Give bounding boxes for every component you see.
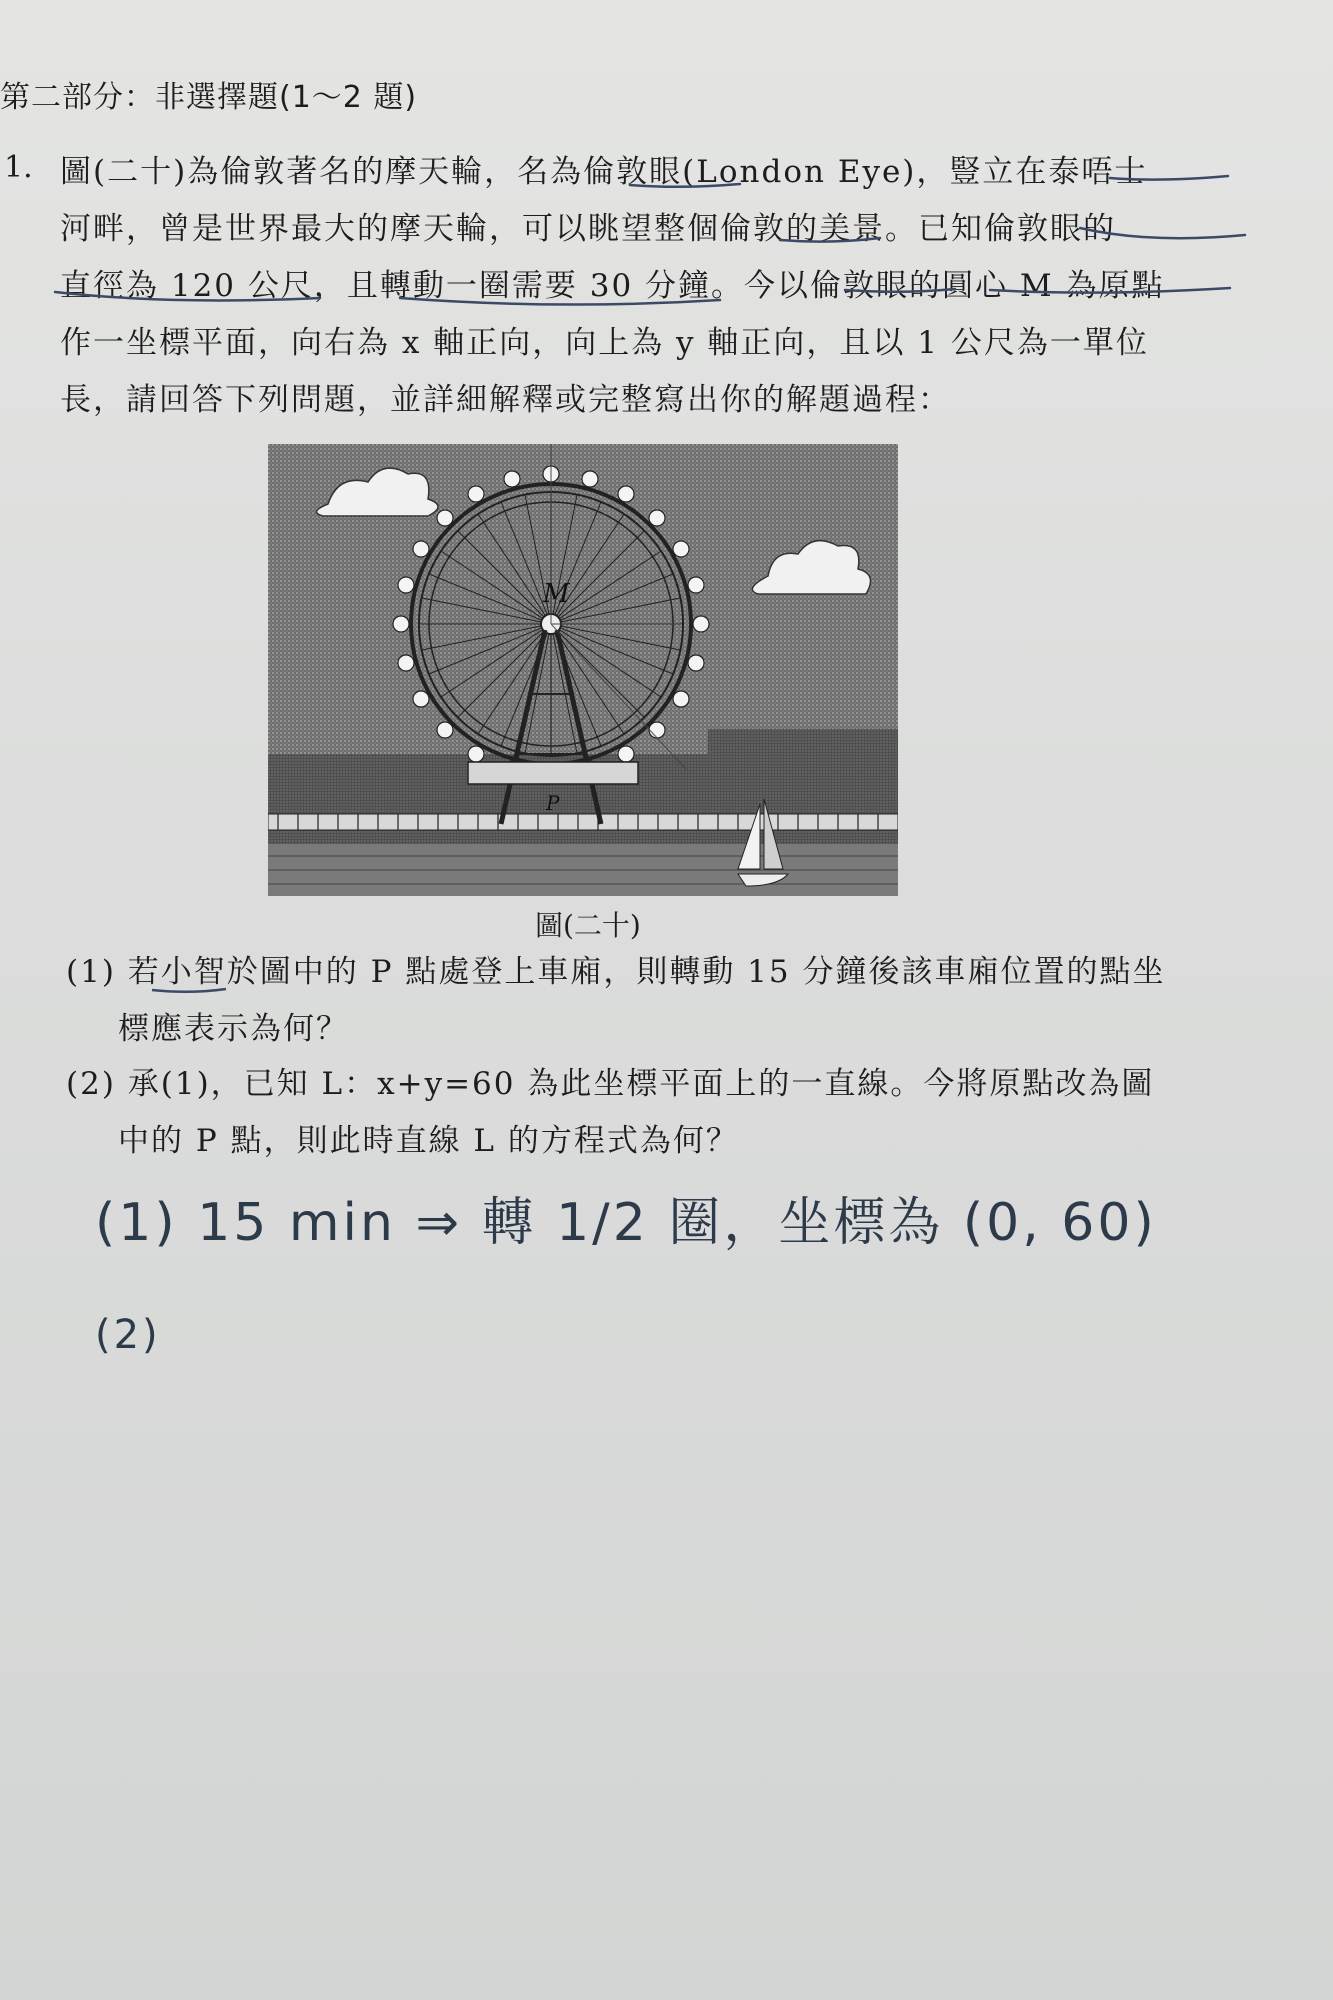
handwritten-answer-1: (1) 15 min ⇒ 轉 1/2 圈，坐標為 (0, 60) bbox=[95, 1193, 1157, 1253]
figure-caption: 圖(二十) bbox=[535, 909, 641, 942]
subquestion-1-line-2: 標應表示為何？ bbox=[118, 1011, 349, 1047]
pen-underline-name bbox=[150, 984, 230, 996]
subquestion-2-line-1: (2) 承(1)，已知 L：x+y=60 為此坐標平面上的一直線。今將原點改為圖 bbox=[66, 1066, 1155, 1102]
question-line-4: 作一坐標平面，向右為 x 軸正向，向上為 y 軸正向，且以 1 公尺為一單位 bbox=[60, 325, 1149, 361]
label-P: P bbox=[546, 791, 560, 815]
question-line-5: 長，請回答下列問題，並詳細解釋或完整寫出你的解題過程： bbox=[60, 382, 951, 418]
section-title: 第二部分：非選擇題(1～2 題) bbox=[0, 80, 418, 115]
question-number: 1. bbox=[4, 150, 33, 185]
london-eye-figure bbox=[268, 444, 898, 896]
ferris-wheel-illustration bbox=[268, 444, 898, 896]
question-line-1: 圖(二十)為倫敦著名的摩天輪，名為倫敦眼(London Eye)，豎立在泰唔士 bbox=[60, 154, 1148, 190]
question-line-3: 直徑為 120 公尺，且轉動一圈需要 30 分鐘。今以倫敦眼的圓心 M 為原點 bbox=[60, 268, 1165, 304]
question-line-2: 河畔，曾是世界最大的摩天輪，可以眺望整個倫敦的美景。已知倫敦眼的 bbox=[60, 211, 1116, 247]
subquestion-1-line-1: (1) 若小智於圖中的 P 點處登上車廂，則轉動 15 分鐘後該車廂位置的點坐 bbox=[66, 954, 1166, 990]
handwritten-answer-2-label: (2) bbox=[95, 1312, 161, 1358]
label-M: M bbox=[543, 579, 570, 609]
subquestion-2-line-2: 中的 P 點，則此時直線 L 的方程式為何？ bbox=[118, 1123, 739, 1159]
pen-underlines bbox=[0, 0, 1333, 460]
